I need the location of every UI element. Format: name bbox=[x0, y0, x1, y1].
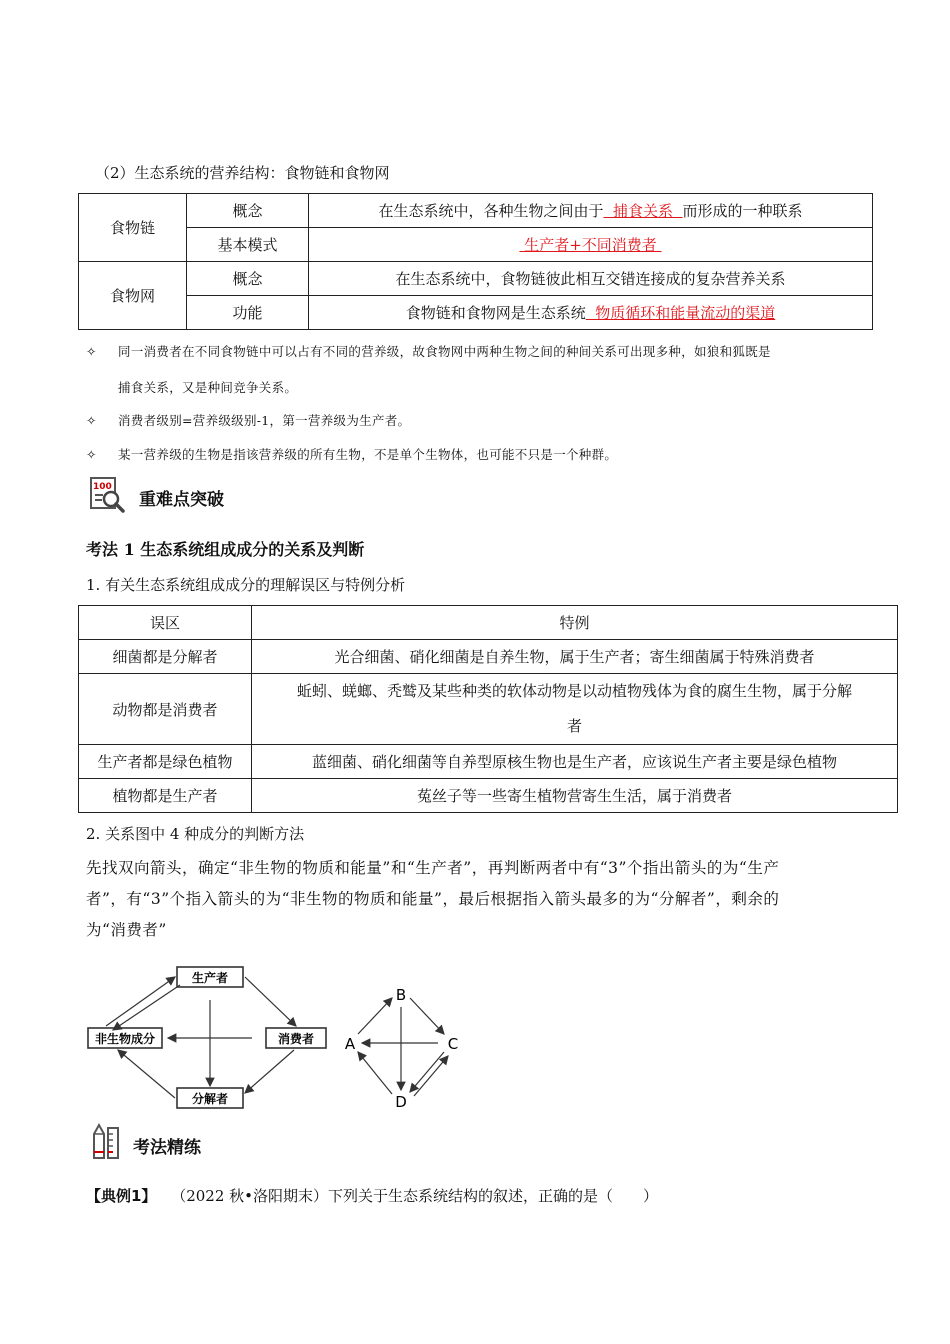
subsection-title: 2. 关系图中 4 种成分的判断方法 bbox=[86, 825, 305, 843]
box-producer bbox=[177, 967, 243, 987]
web-concept-cell: 在生态系统中，食物链彼此相互交错连接成的复杂营养关系 bbox=[309, 262, 873, 296]
arrow bbox=[358, 998, 392, 1034]
web-function-cell: 食物链和食物网是生态系统 物质循环和能量流动的渠道 bbox=[309, 296, 873, 330]
diamond-bullet-icon: ✧ bbox=[86, 413, 97, 428]
component-relation-diagram bbox=[80, 960, 350, 1110]
svg-text:非生物成分: 非生物成分 bbox=[94, 1032, 156, 1046]
magnifier-document-icon bbox=[88, 475, 128, 515]
section-heading: 重难点突破 bbox=[139, 490, 224, 510]
arrow bbox=[245, 1050, 294, 1093]
food-chain-table bbox=[78, 193, 873, 330]
table-row: 细菌都是分解者 光合细菌、硝化细菌是自养生物，属于生产者；寄生细菌属于特殊消费者 bbox=[79, 640, 898, 674]
note-item: ✧ 同一消费者在不同食物链中可以占有不同的营养级，故食物网中两种生物之间的种间关系可出现多种，如狼和狐既是 bbox=[86, 344, 771, 359]
section-title: （2）生态系统的营养结构：食物链和食物网 bbox=[95, 164, 390, 182]
arrow bbox=[410, 998, 444, 1034]
note-item: ✧ 消费者级别=营养级级别-1，第一营养级为生产者。 bbox=[86, 413, 411, 428]
answer-blank: 物质循环和能量流动的渠道 bbox=[585, 304, 776, 322]
box-decomposer bbox=[177, 1088, 243, 1108]
answer-blank: 捕食关系 bbox=[603, 202, 683, 220]
node-d: D bbox=[395, 1093, 407, 1111]
chain-concept-cell: 在生态系统中，各种生物之间由于 捕食关系 而形成的一种联系 bbox=[309, 194, 873, 228]
arrow bbox=[245, 977, 296, 1026]
table-header: 特例 bbox=[252, 606, 898, 640]
chain-mode-label: 基本模式 bbox=[187, 228, 309, 262]
box-abiotic bbox=[88, 1028, 162, 1048]
chain-concept-label: 概念 bbox=[187, 194, 309, 228]
note-item: ✧ 某一营养级的生物是指该营养级的所有生物，不是单个生物体，也可能不只是一个种群。 bbox=[86, 447, 618, 462]
box-consumer bbox=[266, 1028, 326, 1048]
chain-mode-cell bbox=[309, 228, 873, 262]
web-concept-label: 概念 bbox=[187, 262, 309, 296]
example-tag: 【典例1】 bbox=[86, 1187, 157, 1205]
node-c: C bbox=[447, 1035, 459, 1053]
svg-text:分解者: 分解者 bbox=[191, 1092, 229, 1106]
svg-text:100: 100 bbox=[93, 482, 112, 492]
arrow bbox=[106, 977, 175, 1026]
letter-relation-diagram bbox=[340, 982, 465, 1112]
misconception-table bbox=[78, 605, 898, 813]
food-web-cell: 食物网 bbox=[79, 262, 187, 330]
arrow bbox=[410, 1052, 444, 1092]
note-continuation: 捕食关系，又是种间竞争关系。 bbox=[118, 380, 298, 395]
arrow bbox=[414, 1056, 448, 1096]
arrow bbox=[113, 985, 180, 1030]
diamond-bullet-icon: ✧ bbox=[86, 447, 97, 462]
arrow bbox=[118, 1050, 175, 1098]
table-row: 动物都是消费者 蚯蚓、蜣螂、秃鹫及某些种类的软体动物是以动植物残体为食的腐生生物，属于分解 者 bbox=[79, 674, 898, 745]
node-a: A bbox=[344, 1035, 356, 1053]
web-function-label: 功能 bbox=[187, 296, 309, 330]
example-question bbox=[86, 1185, 658, 1206]
diamond-bullet-icon: ✧ bbox=[86, 344, 97, 359]
method-title: 考法 1 生态系统组成成分的关系及判断 bbox=[86, 540, 365, 559]
svg-text:生产者: 生产者 bbox=[191, 971, 229, 985]
food-chain-cell: 食物链 bbox=[79, 194, 187, 262]
subsection-title: 1. 有关生态系统组成成分的理解误区与特例分析 bbox=[86, 576, 406, 594]
method-paragraph: 先找双向箭头，确定“非生物的物质和能量”和“生产者”，再判断两者中有“3”个指出箭头的为“生产 者”，有“3”个指入箭头的为“非生物的物质和能量”，最后根据指入箭头最多的为“分解者”，剩余的 为“消费者” bbox=[86, 859, 780, 939]
table-header: 误区 bbox=[79, 606, 252, 640]
table-row: 生产者都是绿色植物 蓝细菌、硝化细菌等自养型原核生物也是生产者，应该说生产者主要是绿色植物 bbox=[79, 745, 898, 779]
pencil-ruler-icon bbox=[88, 1122, 124, 1162]
example-text: （2022 秋•洛阳期末）下列关于生态系统结构的叙述，正确的是（ ） bbox=[171, 1187, 659, 1205]
node-b: B bbox=[395, 986, 407, 1004]
svg-text:消费者: 消费者 bbox=[277, 1032, 315, 1046]
table-row: 植物都是生产者 菟丝子等一些寄生植物营寄生生活，属于消费者 bbox=[79, 779, 898, 813]
section-heading: 考法精练 bbox=[133, 1138, 201, 1158]
answer-blank: 生产者+不同消费者 bbox=[519, 236, 662, 254]
arrow bbox=[358, 1052, 392, 1094]
